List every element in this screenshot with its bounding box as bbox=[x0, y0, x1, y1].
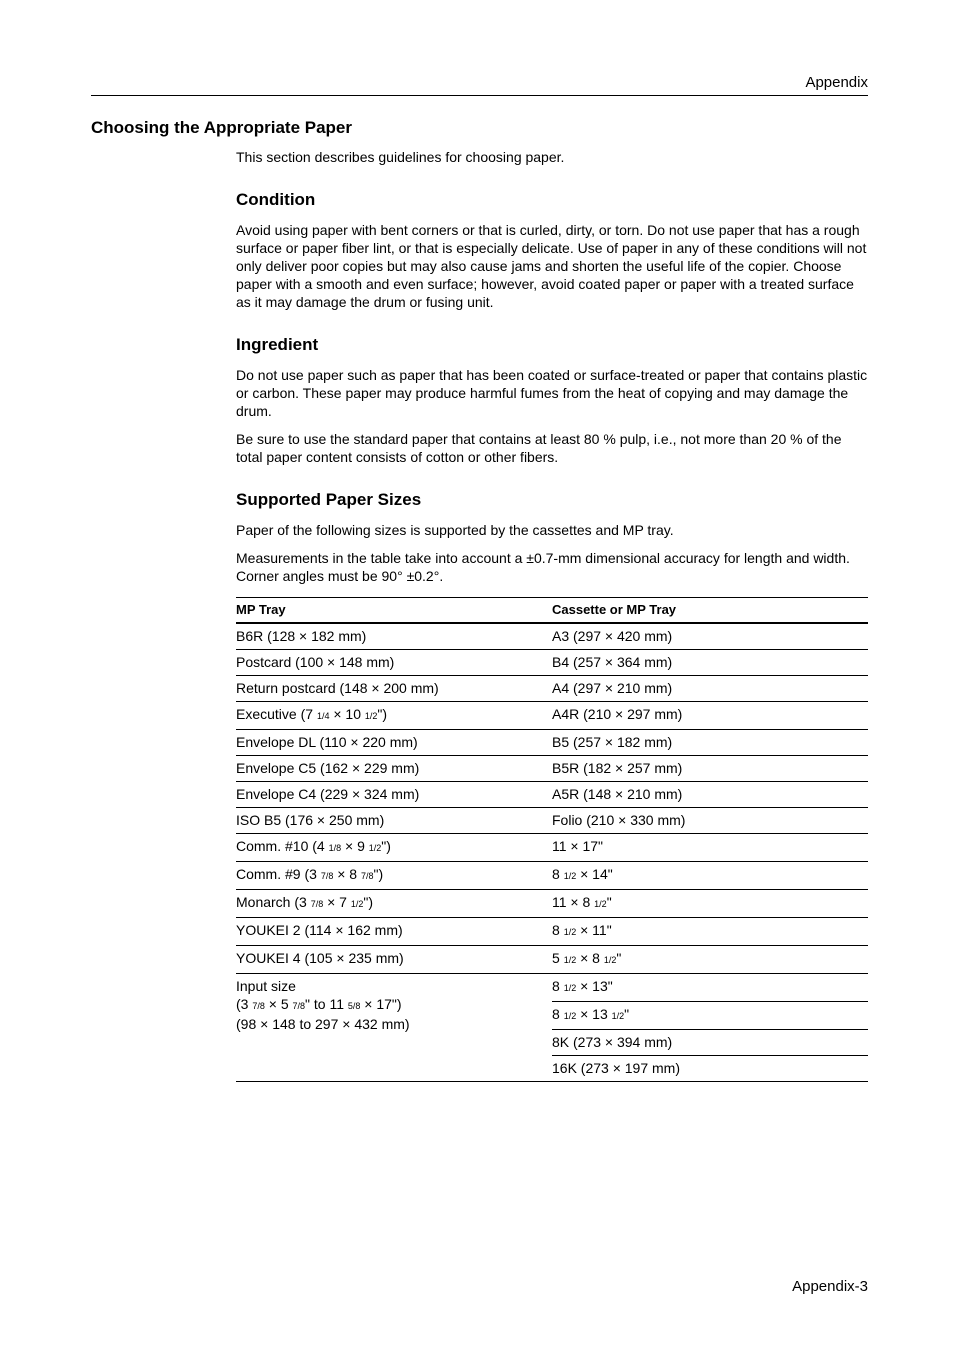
mp-tray-cell: Envelope DL (110 × 220 mm) bbox=[236, 730, 552, 756]
mp-tray-cell: Return postcard (148 × 200 mm) bbox=[236, 676, 552, 702]
page-number: Appendix-3 bbox=[792, 1278, 868, 1295]
fraction: 5/8 bbox=[347, 1001, 361, 1011]
sizes-text-1: Paper of the following sizes is supported by the cassettes and MP tray. bbox=[236, 522, 674, 538]
column-header-mp-tray: MP Tray bbox=[236, 598, 552, 624]
condition-heading: Condition bbox=[236, 190, 316, 209]
cassette-cell: 16K (273 × 197 mm) bbox=[552, 1056, 868, 1082]
main-content bbox=[236, 148, 868, 1082]
cassette-cell: 8 1/2 × 11" bbox=[552, 918, 868, 946]
mp-tray-cell-input-size bbox=[236, 974, 552, 1082]
fraction: 1/2 bbox=[563, 927, 577, 937]
cassette-cell: Folio (210 × 330 mm) bbox=[552, 808, 868, 834]
fraction: 7/8 bbox=[310, 899, 324, 909]
cassette-cell: 11 × 17" bbox=[552, 834, 868, 862]
ingredient-heading: Ingredient bbox=[236, 335, 319, 354]
mp-tray-cell: YOUKEI 2 (114 × 162 mm) bbox=[236, 918, 552, 946]
fraction: 1/2 bbox=[603, 955, 617, 965]
table-row bbox=[236, 650, 868, 676]
fraction: 1/8 bbox=[328, 843, 342, 853]
fraction: 7/8 bbox=[252, 1001, 265, 1011]
ingredient-text-1: Do not use paper such as paper that has been coated or surface-treated or paper that contains plastic or carbon. These paper may produce harmful fumes from the heat of copying and may damage the drum. bbox=[236, 367, 868, 419]
table-row bbox=[236, 730, 868, 756]
fraction: 1/2 bbox=[611, 1011, 625, 1021]
fraction: 7/8 bbox=[360, 871, 374, 881]
mp-tray-cell: Envelope C4 (229 × 324 mm) bbox=[236, 782, 552, 808]
ingredient-text-2: Be sure to use the standard paper that contains at least 80 % pulp, i.e., not more than 20 % of the total paper content consists of cotton or other fibers. bbox=[236, 431, 842, 465]
mp-tray-cell: Postcard (100 × 148 mm) bbox=[236, 650, 552, 676]
table-row bbox=[236, 862, 868, 890]
table-row bbox=[236, 834, 868, 862]
table-body bbox=[236, 623, 868, 1082]
cassette-cell: A4R (210 × 297 mm) bbox=[552, 702, 868, 730]
column-header-cassette: Cassette or MP Tray bbox=[552, 598, 868, 624]
input-size-line: (98 × 148 to 297 × 432 mm) bbox=[236, 1016, 410, 1032]
mp-tray-cell: Monarch (3 7/8 × 7 1/2") bbox=[236, 890, 552, 918]
fraction: 7/8 bbox=[292, 1001, 306, 1011]
cassette-cell: A5R (148 × 210 mm) bbox=[552, 782, 868, 808]
table-row bbox=[236, 946, 868, 974]
input-size-line: (3 7/8 × 5 7/8" to 11 5/8 × 17") bbox=[236, 996, 402, 1012]
cassette-cell: A4 (297 × 210 mm) bbox=[552, 676, 868, 702]
sizes-heading: Supported Paper Sizes bbox=[236, 490, 422, 509]
input-size-line: Input size bbox=[236, 978, 296, 994]
fraction: 1/2 bbox=[364, 711, 378, 721]
table-row bbox=[236, 918, 868, 946]
cassette-cell: 8K (273 × 394 mm) bbox=[552, 1030, 868, 1056]
condition-text: Avoid using paper with bent corners or that is curled, dirty, or torn. Do not use paper that has a rough surface or paper fiber lint, or that is especially delicate. Use of paper in any of these conditions will not only deliver poor copies but may also cause jams and shorten the useful life of the copier. Choose paper with a smooth and even surface; however, avoid coated paper or paper with a treated surface as it may damage the drum or fusing unit. bbox=[236, 222, 867, 310]
sizes-text-2: Measurements in the table take into account a ±0.7-mm dimensional accuracy for length and width. Corner angles must be 90° ±0.2°. bbox=[236, 550, 850, 584]
fraction: 1/2 bbox=[563, 871, 577, 881]
fraction: 1/4 bbox=[316, 711, 330, 721]
mp-tray-cell: ISO B5 (176 × 250 mm) bbox=[236, 808, 552, 834]
intro-text: This section describes guidelines for choosing paper. bbox=[236, 149, 565, 165]
fraction: 1/2 bbox=[563, 983, 577, 993]
cassette-cell: A3 (297 × 420 mm) bbox=[552, 623, 868, 650]
fraction: 1/2 bbox=[368, 843, 382, 853]
mp-tray-cell: Envelope C5 (162 × 229 mm) bbox=[236, 756, 552, 782]
header-section-label: Appendix bbox=[805, 74, 868, 91]
cassette-cell: 8 1/2 × 13" bbox=[552, 974, 868, 1002]
cassette-cell: B5 (257 × 182 mm) bbox=[552, 730, 868, 756]
table-row bbox=[236, 756, 868, 782]
table-row bbox=[236, 890, 868, 918]
table-row bbox=[236, 702, 868, 730]
page-title: Choosing the Appropriate Paper bbox=[91, 118, 353, 137]
cassette-cell: 8 1/2 × 14" bbox=[552, 862, 868, 890]
cassette-cell: B4 (257 × 364 mm) bbox=[552, 650, 868, 676]
fraction: 1/2 bbox=[563, 1011, 577, 1021]
fraction: 1/2 bbox=[594, 899, 607, 909]
mp-tray-cell: B6R (128 × 182 mm) bbox=[236, 623, 552, 650]
table-row bbox=[236, 974, 868, 1002]
mp-tray-cell: Comm. #9 (3 7/8 × 8 7/8") bbox=[236, 862, 552, 890]
header-rule bbox=[91, 95, 868, 96]
mp-tray-cell: Comm. #10 (4 1/8 × 9 1/2") bbox=[236, 834, 552, 862]
table-row bbox=[236, 808, 868, 834]
fraction: 1/2 bbox=[563, 955, 577, 965]
table-row bbox=[236, 676, 868, 702]
cassette-cell: B5R (182 × 257 mm) bbox=[552, 756, 868, 782]
table-row bbox=[236, 782, 868, 808]
cassette-cell: 5 1/2 × 8 1/2" bbox=[552, 946, 868, 974]
cassette-cell: 8 1/2 × 13 1/2" bbox=[552, 1002, 868, 1030]
paper-sizes-table bbox=[236, 597, 868, 1082]
fraction: 7/8 bbox=[320, 871, 334, 881]
mp-tray-cell: Executive (7 1/4 × 10 1/2") bbox=[236, 702, 552, 730]
table-row bbox=[236, 623, 868, 650]
cassette-cell: 11 × 8 1/2" bbox=[552, 890, 868, 918]
fraction: 1/2 bbox=[350, 899, 364, 909]
mp-tray-cell: YOUKEI 4 (105 × 235 mm) bbox=[236, 946, 552, 974]
table-header-row bbox=[236, 598, 868, 624]
